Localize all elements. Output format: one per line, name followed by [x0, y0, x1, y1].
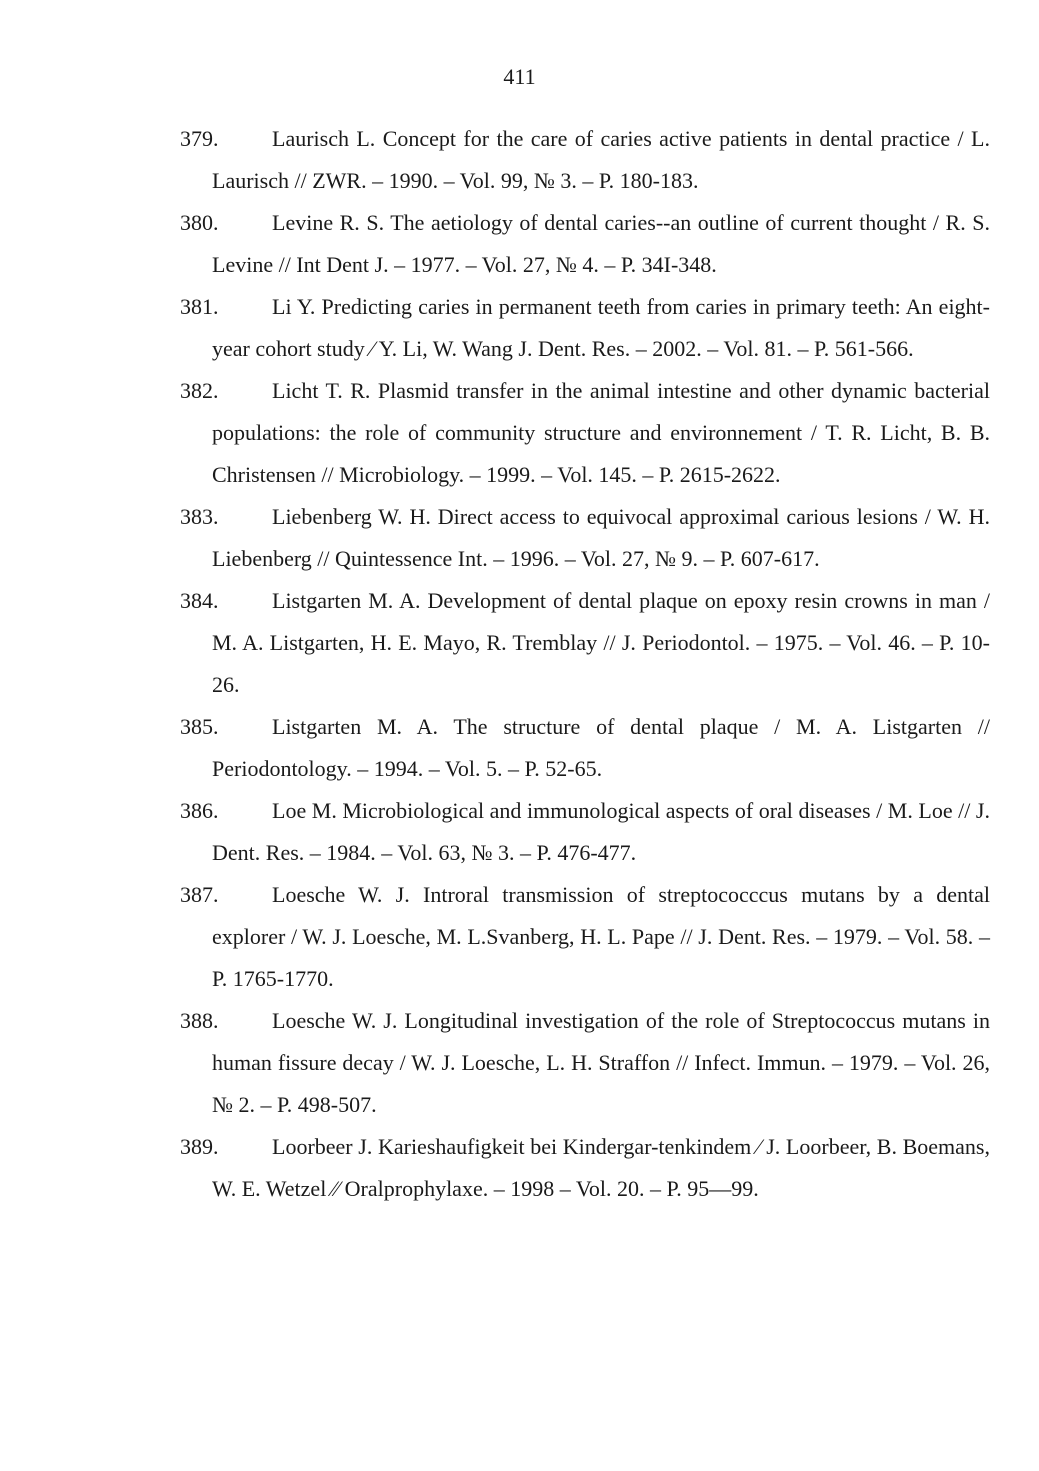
reference-number: 384. [180, 588, 219, 613]
reference-text: Loesche W. J. Introral transmission of streptococccus mutans by a dental explorer / W. J. Loesche, M. L.Svanberg, H. L. Pape // J. Dent. Res. – 1979. – Vol. 58. – P. 1765-1770. [212, 882, 990, 991]
reference-text: Li Y. Predicting caries in permanent teeth from caries in primary teeth: An eight-year cohort study ⁄ Y. Li, W. Wang J. Dent. Res. – 2002. – Vol. 81. – P. 561-566. [212, 294, 990, 361]
reference-text: Levine R. S. The aetiology of dental caries--an outline of current thought / R. S. Levine // Int Dent J. – 1977. – Vol. 27, № 4. – P. 34I-348. [212, 210, 990, 277]
reference-text: Listgarten M. A. Development of dental plaque on epoxy resin crowns in man / M. A. Listgarten, H. E. Mayo, R. Tremblay // J. Periodontol. – 1975. – Vol. 46. – P. 10-26. [212, 588, 990, 697]
reference-number: 380. [180, 210, 219, 235]
reference-number: 386. [180, 798, 219, 823]
reference-item [180, 496, 990, 580]
reference-text: Laurisch L. Concept for the care of caries active patients in dental practice / L. Laurisch // ZWR. – 1990. – Vol. 99, № 3. – P. 180-183. [212, 126, 990, 193]
reference-number: 389. [180, 1134, 219, 1159]
reference-item [180, 1000, 990, 1126]
reference-item [180, 286, 990, 370]
reference-number: 383. [180, 504, 219, 529]
reference-number: 382. [180, 378, 219, 403]
reference-text: Liebenberg W. H. Direct access to equivocal approximal carious lesions / W. H. Liebenberg // Quintessence Int. – 1996. – Vol. 27, № 9. – P. 607-617. [212, 504, 990, 571]
reference-text: Loorbeer J. Karieshaufigkeit bei Kindergar-tenkindem ⁄ J. Loorbeer, B. Boemans, W. E. Wetzel ⁄⁄ Oralprophylaxe. – 1998 – Vol. 20. – P. 95—99. [212, 1134, 990, 1201]
reference-number: 381. [180, 294, 219, 319]
reference-item [180, 370, 990, 496]
reference-item [180, 874, 990, 1000]
reference-text: Listgarten M. A. The structure of dental plaque / M. A. Listgarten // Periodontology. – 1994. – Vol. 5. – P. 52-65. [212, 714, 990, 781]
reference-number: 388. [180, 1008, 219, 1033]
reference-number: 387. [180, 882, 219, 907]
reference-number: 385. [180, 714, 219, 739]
reference-text: Loe M. Microbiological and immunological aspects of oral diseases / M. Loe // J. Dent. Res. – 1984. – Vol. 63, № 3. – P. 476-477. [212, 798, 990, 865]
reference-text: Licht T. R. Plasmid transfer in the animal intestine and other dynamic bacterial populations: the role of community structure and environnement / T. R. Licht, B. B. Christensen // Microbiology. – 1999. – Vol. 145. – P. 2615-2622. [212, 378, 990, 487]
reference-item [180, 1126, 990, 1210]
page-number: 411 [503, 64, 536, 89]
reference-item [180, 202, 990, 286]
reference-item [180, 580, 990, 706]
reference-number: 379. [180, 126, 219, 151]
reference-list [180, 118, 990, 1210]
reference-item [180, 118, 990, 202]
reference-item [180, 706, 990, 790]
reference-text: Loesche W. J. Longitudinal investigation of the role of Streptococcus mutans in human fissure decay / W. J. Loesche, L. H. Straffon // Infect. Immun. – 1979. – Vol. 26, № 2. – P. 498-507. [212, 1008, 990, 1117]
reference-item [180, 790, 990, 874]
